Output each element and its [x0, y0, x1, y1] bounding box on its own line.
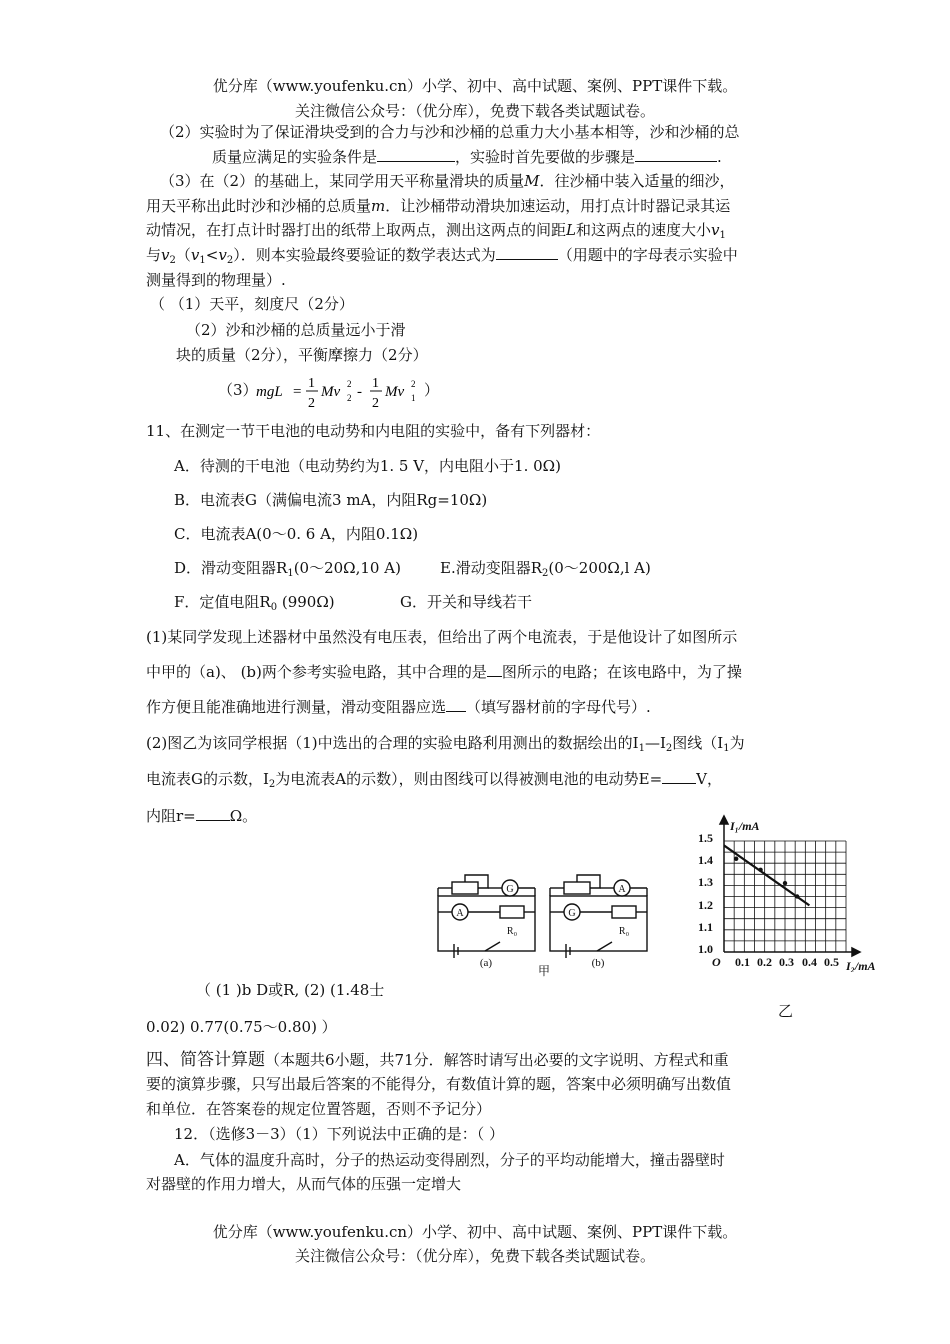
circuit-b-resistor — [612, 906, 636, 918]
q10-answer-1: （ （1）天平，刻度尺（2分） — [150, 295, 354, 313]
q11-part2-line-c: 内阻r= Ω。 — [146, 807, 258, 825]
origin-label: O — [712, 955, 721, 969]
circuit-b — [550, 875, 647, 958]
q11-part1-line-a: (1)某同学发现上述器材中虽然没有电压表，但给出了两个电流表，于是他设计了如图所示 — [146, 628, 738, 646]
q11-part2-line-a: (2)图乙为该同学根据（1)中选出的合理的实验电路利用测出的数据绘出的$I_1—I_2$图线（$I_1$为 — [146, 734, 745, 754]
footer-line-1: 优分库（www.youfenku.cn）小学、初中、高中试题、案例、PPT课件下载。 — [212, 1223, 738, 1241]
q11-option-c: C．电流表A(0～0. 6 A，内阻0.1Ω) — [174, 525, 419, 543]
footer-line-2: 关注微信公众号：（优分库），免费下载各类试题试卷。 — [294, 1247, 655, 1265]
formula-sup-2: 2 — [411, 379, 416, 389]
label-r0-a: R₀ — [506, 926, 518, 937]
label-a-b: A — [618, 884, 626, 895]
circuit-b-frame — [550, 896, 647, 951]
data-point — [734, 857, 738, 861]
formula-mv-1: Mv — [321, 384, 341, 400]
q10-part3-line-e: 测量得到的物理量）. — [146, 271, 286, 289]
answer-blank — [496, 245, 558, 260]
label-g-a: G — [506, 884, 514, 895]
q10-part3-line-d: 与$v_2(v_1<v_2)$．则本实验最终要验证的数学表达式为 （用题中的字母表示实验中 — [146, 246, 738, 266]
circuit-diagrams — [430, 866, 660, 978]
y-tick: 1.5 — [698, 831, 713, 845]
q12-stem: 12．（选修3－3）（1）下列说法中正确的是：（ ） — [174, 1125, 504, 1143]
y-tick: 1.2 — [698, 898, 713, 912]
header-line-1: 优分库（www.youfenku.cn）小学、初中、高中试题、案例、PPT课件下载。 — [212, 77, 738, 95]
answer-blank — [196, 806, 230, 821]
formula-num-1: 1 — [308, 376, 315, 391]
label-jia: 甲 — [537, 964, 551, 978]
section4-title: 四、简答计算题 — [146, 1050, 265, 1070]
q11-option-a: A．待测的干电池（电动势约为1. 5 V，内电阻小于1. 0Ω) — [174, 457, 561, 475]
q11-option-e: E.滑动变阻器$R_2(0\sim 200\Omega,l$ A) — [440, 559, 651, 579]
formula-den-2: 2 — [372, 396, 379, 411]
x-axis-arrow — [852, 948, 860, 956]
circuit-a-frame — [438, 896, 535, 951]
formula-num-2: 1 — [372, 376, 379, 391]
circuit-b-rheostat — [564, 882, 590, 894]
q11-part2-line-b: 电流表G的示数，$I_2$为电流表A的示数），则由图线可以得被测电池的电动势E= V， — [146, 770, 722, 790]
label-r0-b: R₀ — [618, 926, 630, 937]
q10-answer-3: 块的质量（2分），平衡摩擦力（2分） — [176, 346, 428, 364]
q10-part2-line-b: 质量应满足的实验条件是 ，实验时首先要做的步骤是 . — [212, 148, 722, 166]
q11-option-b: B．电流表G（满偏电流3 mA，内阻Rg=10Ω) — [174, 491, 488, 509]
circuit-a-switch — [485, 942, 500, 951]
q11-option-f: F．定值电阻$R_0$ (990Ω) — [174, 593, 335, 613]
section4-line-c: 和单位．在答案卷的规定位置答题，否则不予记分） — [146, 1100, 492, 1118]
formula-mv-2: Mv — [385, 384, 405, 400]
formula-minus: - — [357, 384, 362, 400]
answer-blank — [662, 769, 696, 784]
q11-stem: 11、在测定一节干电池的电动势和内电阻的实验中，备有下列器材： — [146, 422, 601, 440]
q12-option-a-line-b: 对器壁的作用力增大，从而气体的压强一定增大 — [146, 1175, 462, 1193]
x-tick: 0.5 — [824, 955, 839, 969]
q10-answer-4-prefix: （3） — [218, 381, 258, 399]
answer-blank — [635, 147, 717, 162]
section4-line-b: 要的演算步骤，只写出最后答案的不能得分，有数值计算的题，答案中必须明确写出数值 — [146, 1075, 732, 1093]
y-axis-arrow — [720, 816, 728, 824]
q11-option-g: G．开关和导线若干 — [400, 593, 532, 611]
y-tick: 1.3 — [698, 875, 713, 889]
formula-eq: = — [293, 384, 302, 400]
y-tick: 1.4 — [698, 853, 713, 867]
label-g-b: G — [568, 908, 576, 919]
label-circuit-a: (a) — [479, 957, 493, 969]
q10-part3-line-b: 用天平称出此时沙和沙桶的总质量m．让沙桶带动滑块加速运动，用打点计时器记录其运 — [146, 197, 731, 215]
circuit-a-resistor — [500, 906, 524, 918]
formula-sub-2: 1 — [411, 393, 416, 403]
y-axis-label: I₁/mA — [730, 819, 760, 833]
x-tick: 0.3 — [779, 955, 794, 969]
x-tick: 0.2 — [757, 955, 772, 969]
answer-blank — [487, 662, 502, 677]
q10-part3-line-c: 动情况，在打点计时器打出的纸带上取两点，测出这两点的间距L和这两点的速度大小$v_1$ — [146, 221, 726, 241]
graph-i1-i2 — [694, 812, 894, 972]
x-axis-label: I₂/mA — [846, 959, 876, 972]
data-point — [783, 881, 787, 885]
q11-part1-line-c: 作方便且能准确地进行测量，滑动变阻器应选 （填写器材前的字母代号）. — [146, 698, 651, 716]
answer-blank — [446, 697, 466, 712]
label-circuit-b: (b) — [591, 957, 605, 969]
label-a-a: A — [456, 908, 464, 919]
q11-option-d: D．滑动变阻器$R_1(0\sim 20\Omega,10$ A) — [174, 559, 401, 579]
circuit-a-rheostat — [452, 882, 478, 894]
label-yi: 乙 — [778, 1002, 794, 1020]
formula-mgl: mgL — [256, 384, 283, 400]
q10-answer-4-suffix: ） — [424, 381, 440, 399]
header-line-2: 关注微信公众号：（优分库），免费下载各类试题试卷。 — [294, 102, 655, 120]
circuit-b-switch — [597, 942, 612, 951]
q11-part1-line-b: 中甲的（a)、 (b)两个参考实验电路，其中合理的是 图所示的电路；在该电路中，为了操 — [146, 663, 742, 681]
section4-line-a: 四、简答计算题（本题共6小题，共71分．解答时请写出必要的文字说明、方程式和重 — [146, 1050, 729, 1070]
q12-option-a-line-a: A．气体的温度升高时，分子的热运动变得剧烈，分子的平均动能增大，撞击器壁时 — [174, 1151, 725, 1169]
formula-den-1: 2 — [308, 396, 315, 411]
formula-sub-1: 2 — [347, 393, 352, 403]
data-point — [758, 868, 762, 872]
q10-answer-2: （2）沙和沙桶的总质量远小于滑 — [186, 321, 406, 339]
q11-answer-b: 0.02) 0.77(0.75～0.80) ） — [146, 1018, 337, 1036]
graph-axes — [720, 816, 860, 956]
q10-part2-line-a: （2）实验时为了保证滑块受到的合力与沙和沙桶的总重力大小基本相等，沙和沙桶的总 — [160, 123, 740, 141]
y-tick: 1.0 — [698, 942, 713, 956]
q11-answer-a: （ (1 )b D或R, (2) (1.48士 — [196, 981, 385, 999]
circuit-a — [438, 875, 535, 958]
q10-part3-line-a: （3）在（2）的基础上，某同学用天平称量滑块的质量M．往沙桶中装入适量的细沙， — [160, 172, 735, 190]
formula-sup-1: 2 — [347, 379, 352, 389]
data-point — [795, 894, 799, 898]
answer-blank — [377, 147, 455, 162]
y-tick: 1.1 — [698, 920, 713, 934]
x-tick: 0.4 — [802, 955, 817, 969]
x-tick: 0.1 — [735, 955, 750, 969]
